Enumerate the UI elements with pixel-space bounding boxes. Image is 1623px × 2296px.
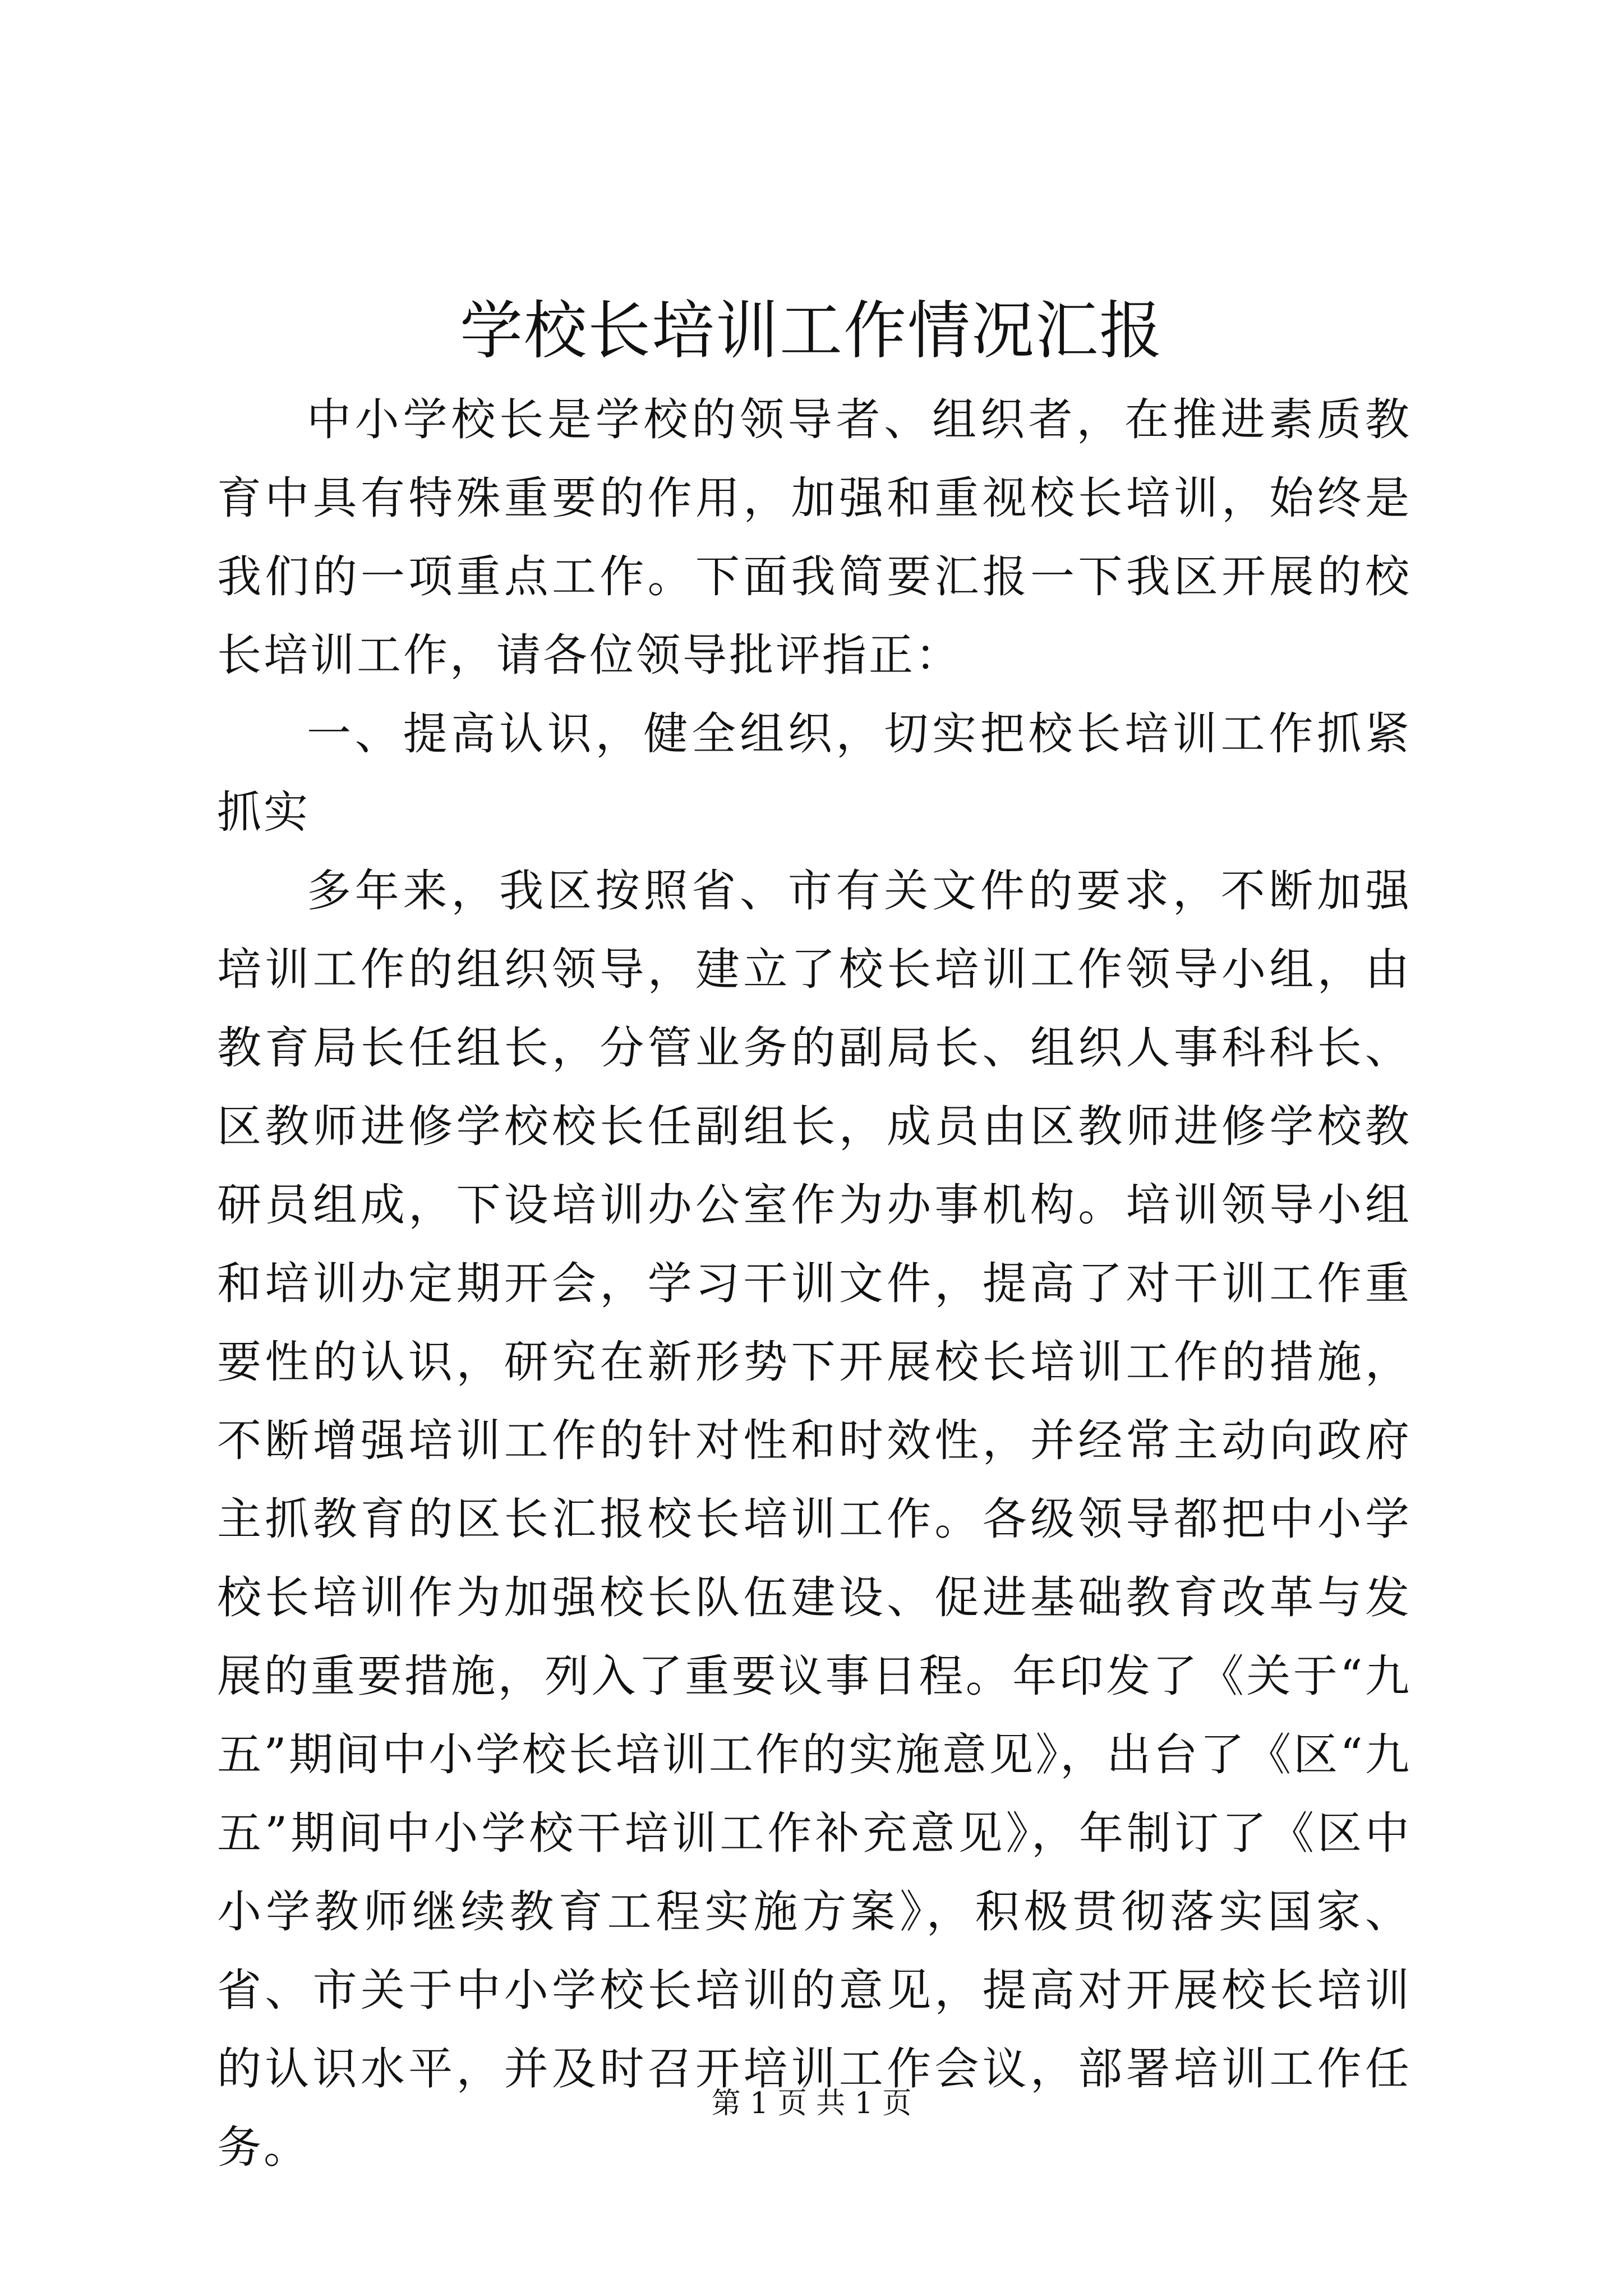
document-body — [217, 380, 1412, 2187]
paragraph-section-1: 多年来，我区按照省、市有关文件的要求，不断加强培训工作的组织领导，建立了校长培训工作领导小组，由教育局长任组长，分管业务的副局长、组织人事科科长、区教师进修学校校长任副组长，成员由区教师进修学校教研员组成，下设培训办公室作为办事机构。培训领导小组和培训办定期开会，学习干训文件，提高了对干训工作重要性的认识，研究在新形势下开展校长培训工作的措施，不断增强培训工作的针对性和时效性，并经常主动向政府主抓教育的区长汇报校长培训工作。各级领导都把中小学校长培训作为加强校长队伍建设、促进基础教育改革与发展的重要措施，列入了重要议事日程。年印发了《关于“九五”期间中小学校长培训工作的实施意见》，出台了《区“九五”期间中小学校干培训工作补充意见》，年制订了《区中小学教师继续教育工程实施方案》，积极贯彻落实国家、省、市关于中小学校长培训的意见，提高对开展校长培训的认识水平，并及时召开培训工作会议，部署培训工作任务。 — [217, 865, 1412, 2173]
document-title: 学校长培训工作情况汇报 — [460, 295, 1163, 367]
paragraph-intro: 中小学校长是学校的领导者、组织者，在推进素质教育中具有特殊重要的作用，加强和重视校长培训，始终是我们的一项重点工作。下面我简要汇报一下我区开展的校长培训工作，请各位领导批评指正： — [217, 394, 1412, 681]
page-footer: 第 1 页 共 1 页 — [711, 2087, 912, 2120]
section-heading-1: 一、提高认识，健全组织，切实把校长培训工作抓紧抓实 — [217, 708, 1412, 838]
